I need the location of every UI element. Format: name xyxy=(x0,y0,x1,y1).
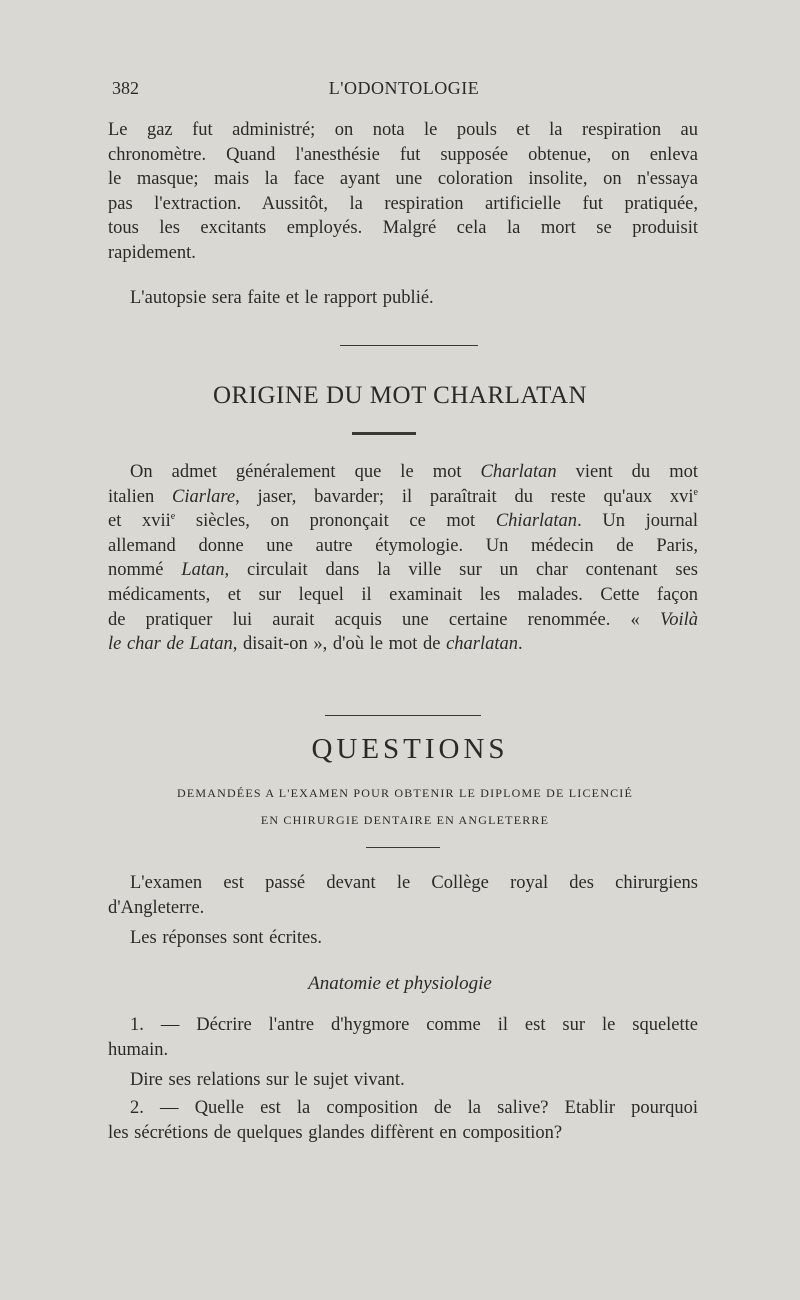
text-line: nommé Latan, circulait dans la ville sur un char contenant ses xyxy=(108,560,698,581)
text-line: et xvii$^e$ siècles, on prononçait ce mot Chiarlatan. Un journal xyxy=(108,511,698,532)
text-line: On admet généralement que le mot Charlatan vient du mot xyxy=(130,462,698,482)
text-line: L'autopsie sera faite et le rapport publié. xyxy=(130,288,434,308)
separator-rule xyxy=(325,715,481,716)
text-line: de pratiquer lui aurait acquis une certaine renommée. « Voilà xyxy=(108,609,698,630)
questions-subtitle-line1: DEMANDÉES A L'EXAMEN POUR OBTENIR LE DIPLOME DE LICENCIÉ xyxy=(176,786,633,800)
text-line: d'Angleterre. xyxy=(108,897,205,918)
text-line: L'examen est passé devant le Collège royal des chirurgiens xyxy=(130,873,698,893)
answers-paragraph xyxy=(108,926,698,951)
text-line: rapidement. xyxy=(108,242,196,263)
text-line: Les réponses sont écrites. xyxy=(130,928,323,948)
section-heading-anatomy: Anatomie et physiologie xyxy=(308,973,492,994)
section-title-charlatan: ORIGINE DU MOT CHARLATAN xyxy=(212,382,588,409)
text-line: Le gaz fut administré; on nota le pouls et la respiration au xyxy=(108,120,698,140)
running-title: L'ODONTOLOGIE xyxy=(328,78,480,98)
text-line: tous les excitants employés. Malgré cela la mort se produisit xyxy=(108,218,698,239)
title-underline xyxy=(352,432,416,435)
text-line: 2. — Quelle est la composition de la salive? Etablir pourquoi xyxy=(130,1098,698,1118)
exam-paragraph xyxy=(108,871,698,920)
separator-rule xyxy=(366,847,440,848)
text-line: le masque; mais la face ayant une coloration insolite, on n'essaya xyxy=(108,169,698,190)
charlatan-paragraph xyxy=(108,460,698,657)
text-line: le char de Latan, disait-on », d'où le mot de charlatan. xyxy=(108,634,523,655)
questions-title: QUESTIONS xyxy=(311,733,509,765)
question-1-followup xyxy=(108,1068,698,1093)
text-line: allemand donne une autre étymologie. Un médecin de Paris, xyxy=(108,535,698,556)
text-line: pas l'extraction. Aussitôt, la respiration artificielle fut pratiquée, xyxy=(108,193,698,214)
questions-subtitle-line2: EN CHIRURGIE DENTAIRE EN ANGLETERRE xyxy=(260,813,550,827)
page-header xyxy=(110,78,698,104)
text-line: humain. xyxy=(108,1039,169,1060)
separator-rule xyxy=(340,345,478,346)
text-line: chronomètre. Quand l'anesthésie fut supposée obtenue, on enleva xyxy=(108,144,698,165)
autopsy-paragraph xyxy=(108,286,698,311)
text-line: 1. — Décrire l'antre d'hygmore comme il est sur le squelette xyxy=(130,1015,698,1035)
page-number: 382 xyxy=(112,78,139,98)
text-line: Dire ses relations sur le sujet vivant. xyxy=(130,1070,405,1090)
question-1 xyxy=(108,1013,698,1062)
text-line: italien Ciarlare, jaser, bavarder; il paraîtrait du reste qu'aux xvi$^e$ xyxy=(108,486,698,507)
text-line: les sécrétions de quelques glandes diffèrent en composition? xyxy=(108,1122,563,1143)
question-2 xyxy=(108,1096,698,1145)
text-line: médicaments, et sur lequel il examinait les malades. Cette façon xyxy=(108,584,698,605)
intro-paragraph xyxy=(108,118,698,266)
